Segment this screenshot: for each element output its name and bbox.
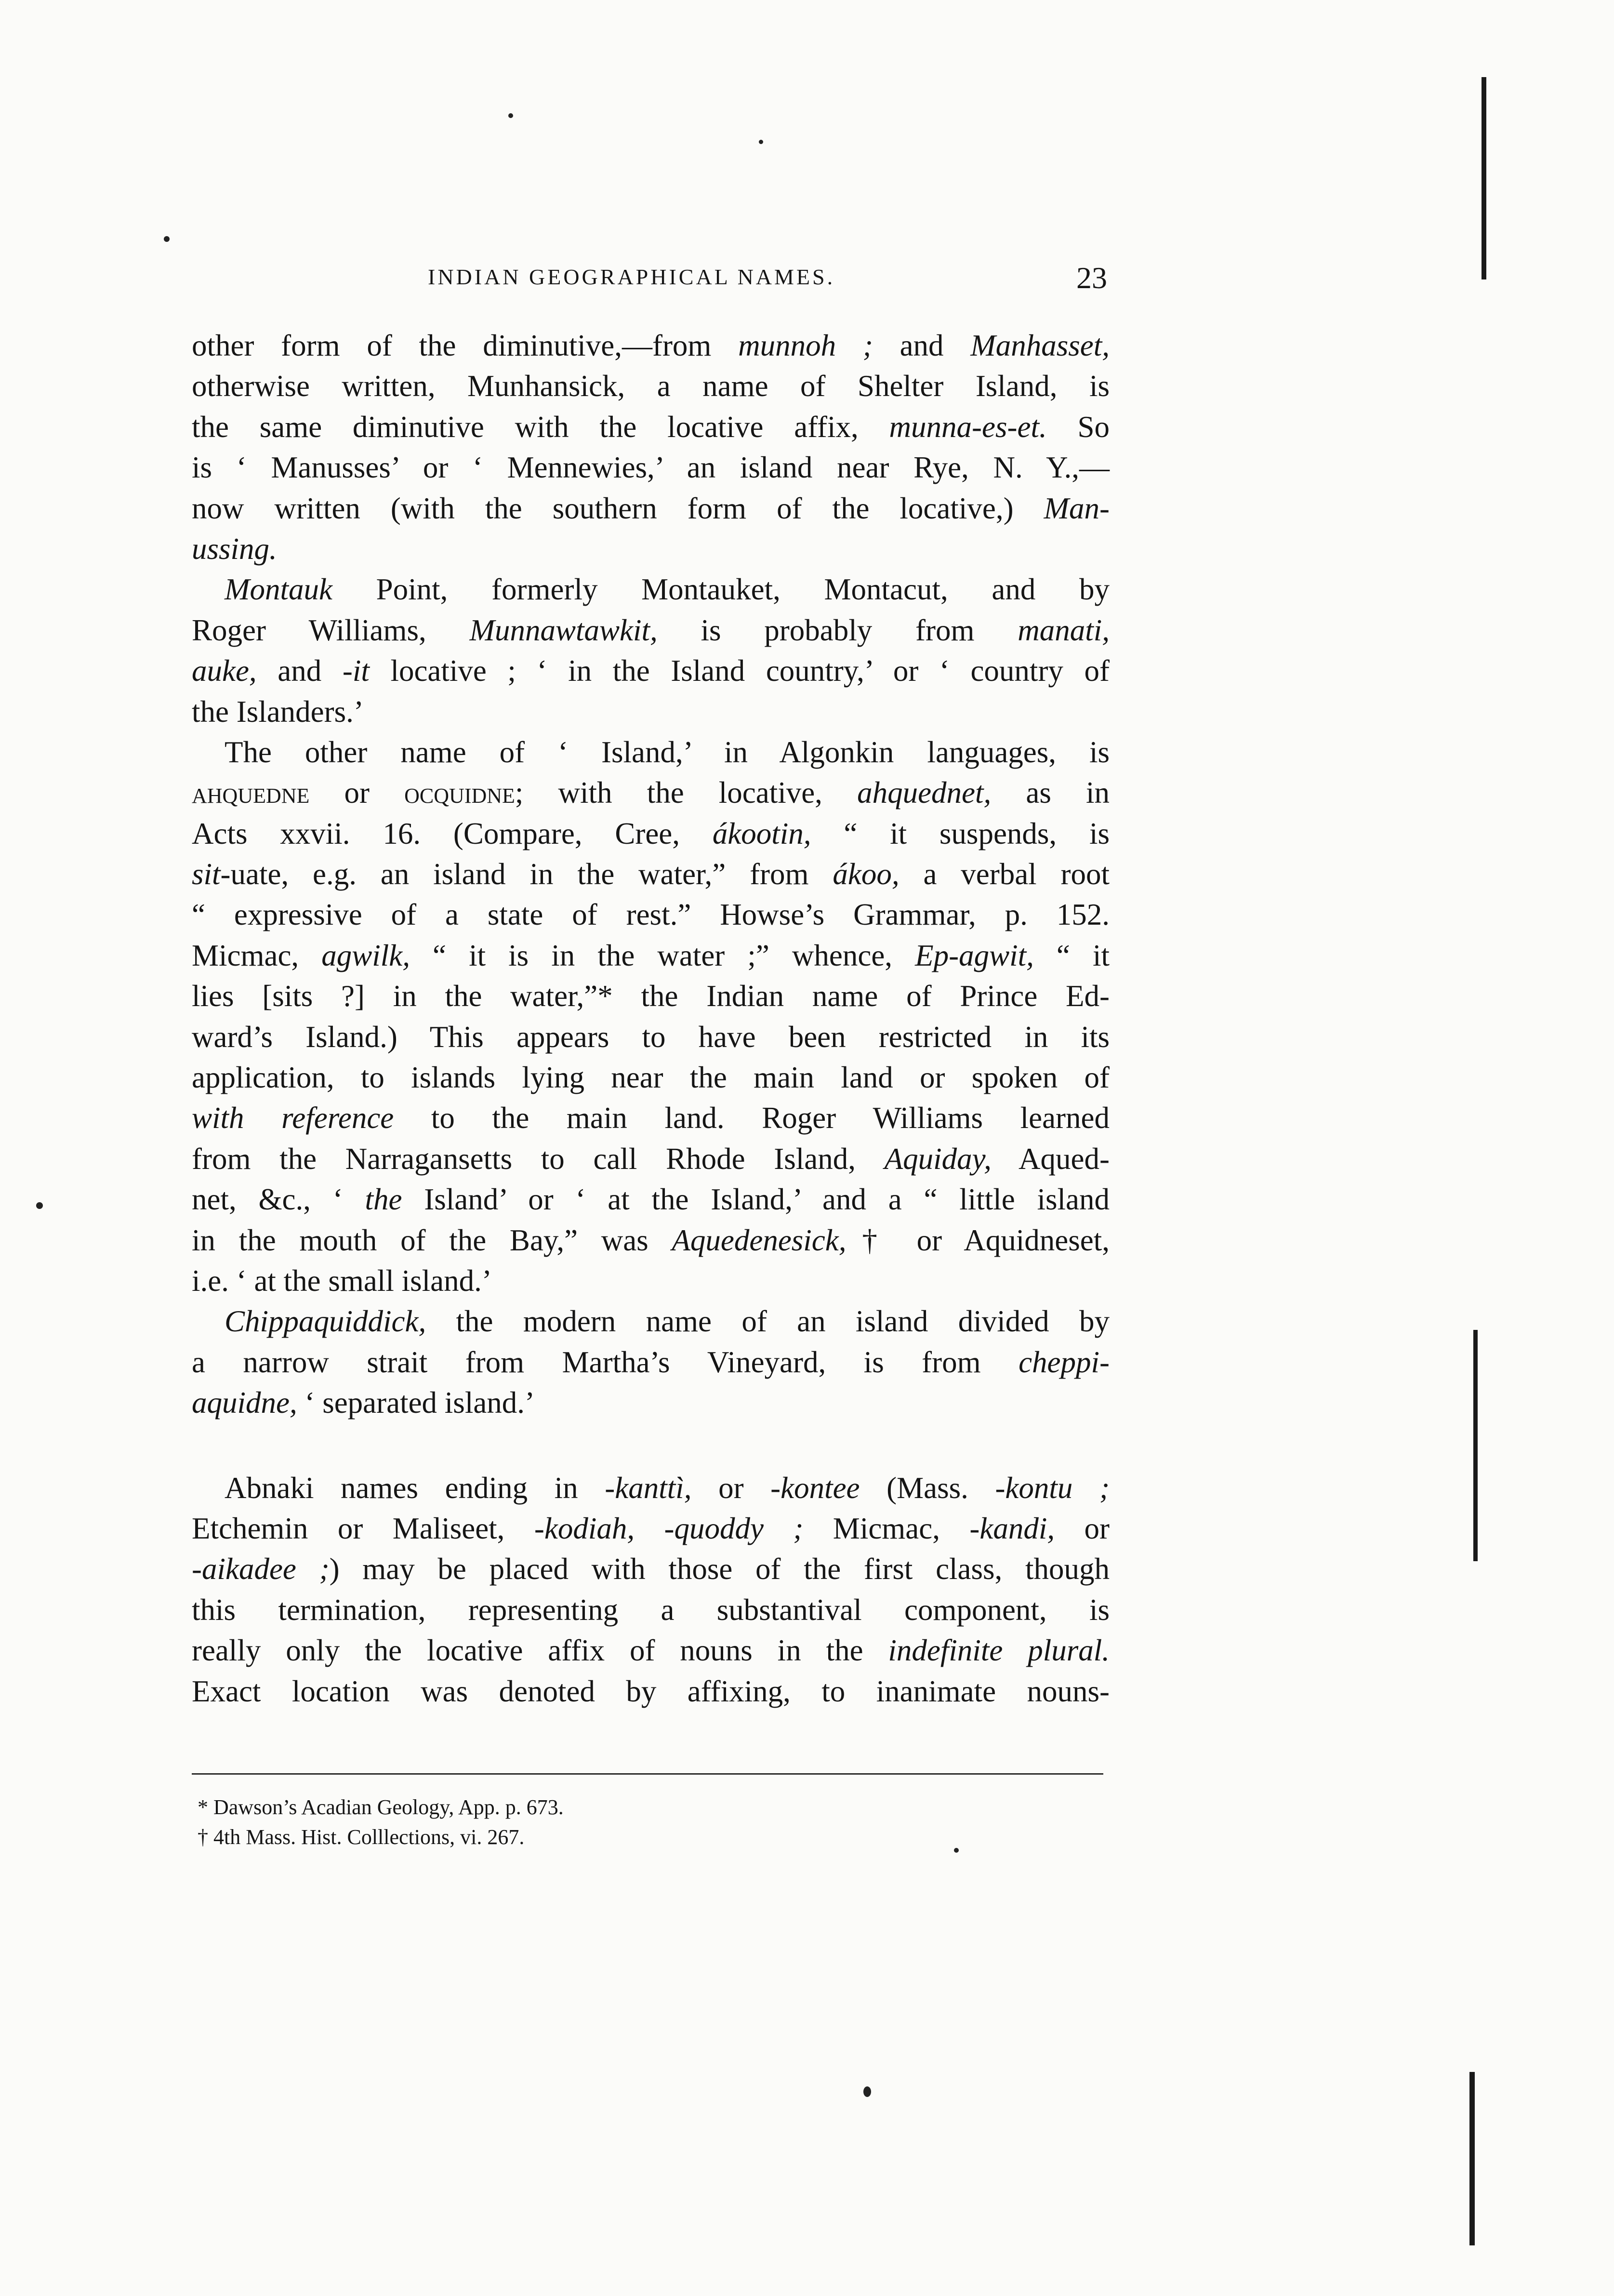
text-run: lies [sits ?] in the water,”* the Indian name of Prince Ed- bbox=[192, 979, 1110, 1013]
text-line bbox=[192, 1017, 1110, 1057]
text-run: Acts xxvii. 16. (Compare, Cree, bbox=[192, 816, 713, 850]
text-line bbox=[192, 813, 1110, 854]
text-line bbox=[192, 650, 1110, 691]
scan-speck bbox=[863, 2086, 871, 2097]
text-run: really only the locative affix of nouns in the bbox=[192, 1633, 888, 1668]
text-run: So bbox=[1046, 410, 1110, 444]
page-header bbox=[192, 260, 1107, 299]
text-line bbox=[192, 1261, 1110, 1301]
text-run: (Mass. bbox=[860, 1471, 995, 1505]
text-run: net, &c., ‘ bbox=[192, 1182, 365, 1217]
page-number: 23 bbox=[1076, 261, 1107, 295]
italic-term: -kanttì, bbox=[605, 1471, 692, 1505]
italic-term: ákoo, bbox=[833, 857, 900, 891]
italic-term: aquidne, bbox=[192, 1386, 297, 1420]
italic-term: Manhasset, bbox=[970, 329, 1110, 362]
text-run: otherwise written, Munhansick, a name of Shelter Island, is bbox=[192, 369, 1110, 403]
scan-speck bbox=[759, 140, 763, 144]
text-run: in the mouth of the Bay,” was bbox=[192, 1223, 672, 1257]
italic-term: Montauk bbox=[225, 572, 332, 607]
scan-speck bbox=[954, 1848, 959, 1853]
text-run: a narrow strait from Martha’s Vineyard, is from bbox=[192, 1345, 1019, 1379]
italic-term: auke, bbox=[192, 654, 257, 688]
text-line bbox=[192, 1549, 1110, 1589]
text-line bbox=[192, 1220, 1110, 1261]
text-run: ahquedne bbox=[192, 776, 310, 810]
text-line bbox=[192, 1508, 1110, 1549]
italic-term: -kodiah, bbox=[534, 1511, 635, 1545]
italic-term: -it bbox=[342, 654, 370, 688]
text-run: or bbox=[309, 776, 405, 810]
footnote: * Dawson’s Acadian Geology, App. p. 673. bbox=[198, 1795, 564, 1819]
italic-term: Chippaquiddick, bbox=[225, 1304, 426, 1339]
text-line bbox=[192, 894, 1110, 935]
text-run: ward’s Island.) This appears to have been restricted in its bbox=[192, 1020, 1110, 1054]
scan-edge-mark bbox=[1482, 77, 1486, 279]
text-run: Aqued- bbox=[991, 1141, 1110, 1176]
text-run: ocquidne bbox=[404, 776, 515, 810]
italic-term: cheppi- bbox=[1019, 1345, 1110, 1379]
text-run: the same diminutive with the locative affix, bbox=[192, 410, 889, 444]
text-run: Abnaki names ending in bbox=[225, 1471, 605, 1505]
text-run: or bbox=[691, 1471, 771, 1505]
text-line bbox=[192, 610, 1110, 650]
text-line bbox=[192, 1382, 1110, 1423]
text-line bbox=[192, 569, 1110, 610]
text-run: ‘ separated island.’ bbox=[297, 1386, 535, 1420]
text-run: is ‘ Manusses’ or ‘ Mennewies,’ an island near Rye, N. Y.,— bbox=[192, 451, 1110, 485]
text-run: a verbal root bbox=[899, 857, 1110, 891]
scan-speck bbox=[164, 236, 170, 242]
italic-term: ussing. bbox=[192, 531, 277, 566]
text-run: as in bbox=[991, 776, 1110, 810]
text-line bbox=[192, 772, 1110, 813]
text-run bbox=[635, 1512, 664, 1545]
text-line bbox=[192, 935, 1110, 976]
text-run: and bbox=[873, 329, 971, 362]
text-line bbox=[192, 854, 1110, 894]
text-run: Point, formerly Montauket, Montacut, and by bbox=[332, 572, 1110, 607]
italic-term: ahquednet, bbox=[857, 776, 992, 810]
text-run: from the Narragansetts to call Rhode Island, bbox=[192, 1141, 885, 1176]
text-line bbox=[192, 1057, 1110, 1098]
italic-term: Man- bbox=[1044, 491, 1110, 525]
text-line bbox=[192, 407, 1110, 447]
text-run: † or Aquidneset, bbox=[846, 1223, 1110, 1257]
text-line bbox=[192, 529, 1110, 569]
italic-term: ákootin, bbox=[712, 816, 811, 850]
text-run: or bbox=[1055, 1511, 1110, 1545]
text-run: Micmac, bbox=[192, 938, 322, 972]
text-line bbox=[192, 1590, 1110, 1630]
text-run: this termination, representing a substantival component, is bbox=[192, 1593, 1110, 1627]
text-line bbox=[192, 1671, 1110, 1712]
text-run: “ it suspends, is bbox=[811, 816, 1110, 850]
scan-edge-mark bbox=[1473, 1330, 1478, 1561]
running-title: INDIAN GEOGRAPHICAL NAMES. bbox=[428, 265, 835, 289]
italic-term: munnoh ; bbox=[738, 329, 873, 362]
text-line bbox=[192, 1301, 1110, 1341]
scan-speck bbox=[36, 1202, 43, 1209]
italic-term: Munnawtawkit, bbox=[469, 613, 658, 647]
text-run: Exact location was denoted by affixing, to inanimate nouns- bbox=[192, 1674, 1110, 1708]
text-line bbox=[192, 732, 1110, 772]
paragraph-gap bbox=[192, 1423, 1110, 1468]
text-line bbox=[192, 447, 1110, 488]
text-run: The other name of ‘ Island,’ in Algonkin languages, is bbox=[225, 735, 1110, 769]
italic-term: agwilk, bbox=[321, 938, 410, 972]
text-line bbox=[192, 691, 1110, 732]
text-run: i.e. ‘ at the small island.’ bbox=[192, 1263, 492, 1298]
italic-term: Aquiday, bbox=[884, 1141, 992, 1176]
text-run: locative ; ‘ in the Island country,’ or ‘ country of bbox=[369, 654, 1110, 688]
text-run: to the main land. Roger Williams learned bbox=[394, 1101, 1110, 1135]
text-line bbox=[192, 366, 1110, 406]
footnote: † 4th Mass. Hist. Colllections, vi. 267. bbox=[198, 1825, 525, 1849]
text-run: ; with the locative, bbox=[515, 776, 858, 810]
text-line bbox=[192, 1179, 1110, 1220]
text-run: Etchemin or Maliseet, bbox=[192, 1511, 534, 1545]
text-line bbox=[192, 1630, 1110, 1671]
text-line bbox=[192, 976, 1110, 1016]
text-run: Micmac, bbox=[803, 1511, 970, 1545]
text-run: now written (with the southern form of the locative,) bbox=[192, 491, 1044, 525]
italic-term: indefinite plural. bbox=[888, 1633, 1110, 1668]
text-line bbox=[192, 1342, 1110, 1382]
scan-edge-mark bbox=[1469, 2072, 1475, 2245]
body-text bbox=[192, 325, 1110, 1712]
text-run: the Islanders.’ bbox=[192, 694, 364, 729]
italic-term: -kontu ; bbox=[995, 1471, 1110, 1505]
scan-speck bbox=[508, 113, 513, 118]
italic-term: Aquedenesick, bbox=[672, 1223, 847, 1257]
text-run: Roger Williams, bbox=[192, 613, 470, 647]
text-run: -uate, e.g. an island in the water,” from bbox=[220, 857, 833, 891]
text-run: ) may be placed with those of the first class, though bbox=[329, 1552, 1110, 1586]
italic-term: -kandi, bbox=[969, 1511, 1055, 1545]
italic-term: munna-es-et. bbox=[889, 410, 1047, 444]
text-run: application, to islands lying near the main land or spoken of bbox=[192, 1061, 1110, 1095]
italic-term: the bbox=[365, 1182, 402, 1217]
footnote-rule bbox=[192, 1773, 1103, 1775]
italic-term: with reference bbox=[192, 1101, 394, 1135]
footnotes bbox=[198, 1792, 968, 1852]
text-run: the modern name of an island divided by bbox=[426, 1304, 1110, 1339]
text-run: and bbox=[256, 654, 343, 688]
text-run: “ it is in the water ;” whence, bbox=[410, 938, 915, 972]
text-line bbox=[192, 488, 1110, 529]
text-line bbox=[192, 1098, 1110, 1138]
italic-term: -quoddy ; bbox=[664, 1511, 804, 1545]
text-run: is probably from bbox=[657, 613, 1018, 647]
text-run: other form of the diminutive,—from bbox=[192, 329, 739, 362]
italic-term: Ep-agwit, bbox=[915, 938, 1034, 972]
italic-term: -aikadee ; bbox=[192, 1552, 330, 1586]
text-line bbox=[192, 1139, 1110, 1179]
italic-term: sit bbox=[192, 857, 221, 891]
text-run: Island’ or ‘ at the Island,’ and a “ little island bbox=[402, 1182, 1110, 1217]
text-line bbox=[192, 1468, 1110, 1508]
italic-term: manati, bbox=[1018, 613, 1110, 647]
text-run: “ it bbox=[1033, 938, 1110, 972]
text-run: “ expressive of a state of rest.” Howse’s Grammar, p. 152. bbox=[192, 898, 1110, 932]
italic-term: -kontee bbox=[770, 1471, 860, 1505]
text-line bbox=[192, 325, 1110, 366]
